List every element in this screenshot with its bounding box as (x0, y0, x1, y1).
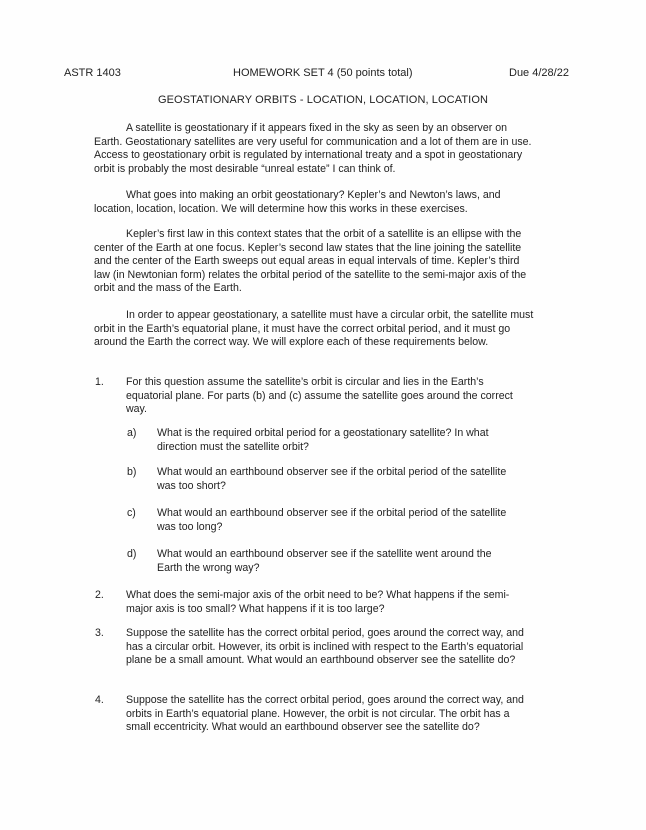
question-number: 3. (95, 627, 104, 639)
question-number: 1. (95, 376, 104, 388)
sub-question-text: What would an earthbound observer see if the satellite went around the Earth the wrong way? (157, 548, 492, 574)
kepler-laws-paragraph: Kepler’s first law in this context states that the orbit of a satellite is an ellipse with the center of the Earth at one focus. Kepler’s second law states that the line joining the satellite and the center of the Earth sweeps out equal areas in equal intervals of time. Kepler’s third law (in Newtonian form) relates the orbital period of the satellite to the semi-major axis of the orbit and the mass of the Earth. (94, 228, 527, 295)
sub-question-letter: a) (127, 427, 137, 439)
sub-question-letter: d) (127, 548, 137, 560)
question-paragraph: What goes into making an orbit geostationary? Kepler’s and Newton’s laws, and location, location, location. We will determine how this works in these exercises. (94, 189, 501, 215)
document-title: GEOSTATIONARY ORBITS - LOCATION, LOCATION, LOCATION (157, 94, 489, 106)
requirements-paragraph: In order to appear geostationary, a satellite must have a circular orbit, the satellite must orbit in the Earth’s equatorial plane, it must have the correct orbital period, and it must go around the Earth the correct way. We will explore each of these requirements below. (94, 309, 534, 349)
question-text: What does the semi-major axis of the orbit need to be? What happens if the semi-major axis is too small? What happens if it is too large? (126, 589, 510, 615)
question-number: 4. (95, 694, 104, 706)
question-text: Suppose the satellite has the correct orbital period, goes around the correct way, and orbits in Earth’s equatorial plane. However, the orbit is not circular. The orbit has a small eccentricity. What would an earthbound observer see the satellite do? (126, 694, 524, 734)
intro-paragraph: A satellite is geostationary if it appears fixed in the sky as seen by an observer on Earth. Geostationary satellites are very useful for communication and a lot of them are in use. Access to geostationary orbit is regulated by international treaty and a spot in geostationary orbit is probably the most desirable “unreal estate” I can think of. (94, 122, 532, 175)
question-number: 2. (95, 589, 104, 601)
sub-question-text: What would an earthbound observer see if the orbital period of the satellite was too long? (157, 507, 507, 533)
due-date: Due 4/28/22 (509, 67, 569, 79)
sub-question-letter: b) (127, 466, 137, 478)
question-text: For this question assume the satellite’s orbit is circular and lies in the Earth’s equatorial plane. For parts (b) and (c) assume the satellite goes around the correct way. (126, 376, 513, 416)
sub-question-text: What would an earthbound observer see if the orbital period of the satellite was too short? (157, 466, 507, 492)
sub-question-letter: c) (127, 507, 136, 519)
homework-title: HOMEWORK SET 4 (50 points total) (233, 67, 413, 79)
sub-question-text: What is the required orbital period for a geostationary satellite? In what direction must the satellite orbit? (157, 427, 489, 453)
question-text: Suppose the satellite has the correct orbital period, goes around the correct way, and has a circular orbit. However, its orbit is inclined with respect to the Earth’s equatorial plane be a small amount. What would an earthbound observer see the satellite do? (126, 627, 524, 667)
course-code: ASTR 1403 (64, 67, 121, 79)
